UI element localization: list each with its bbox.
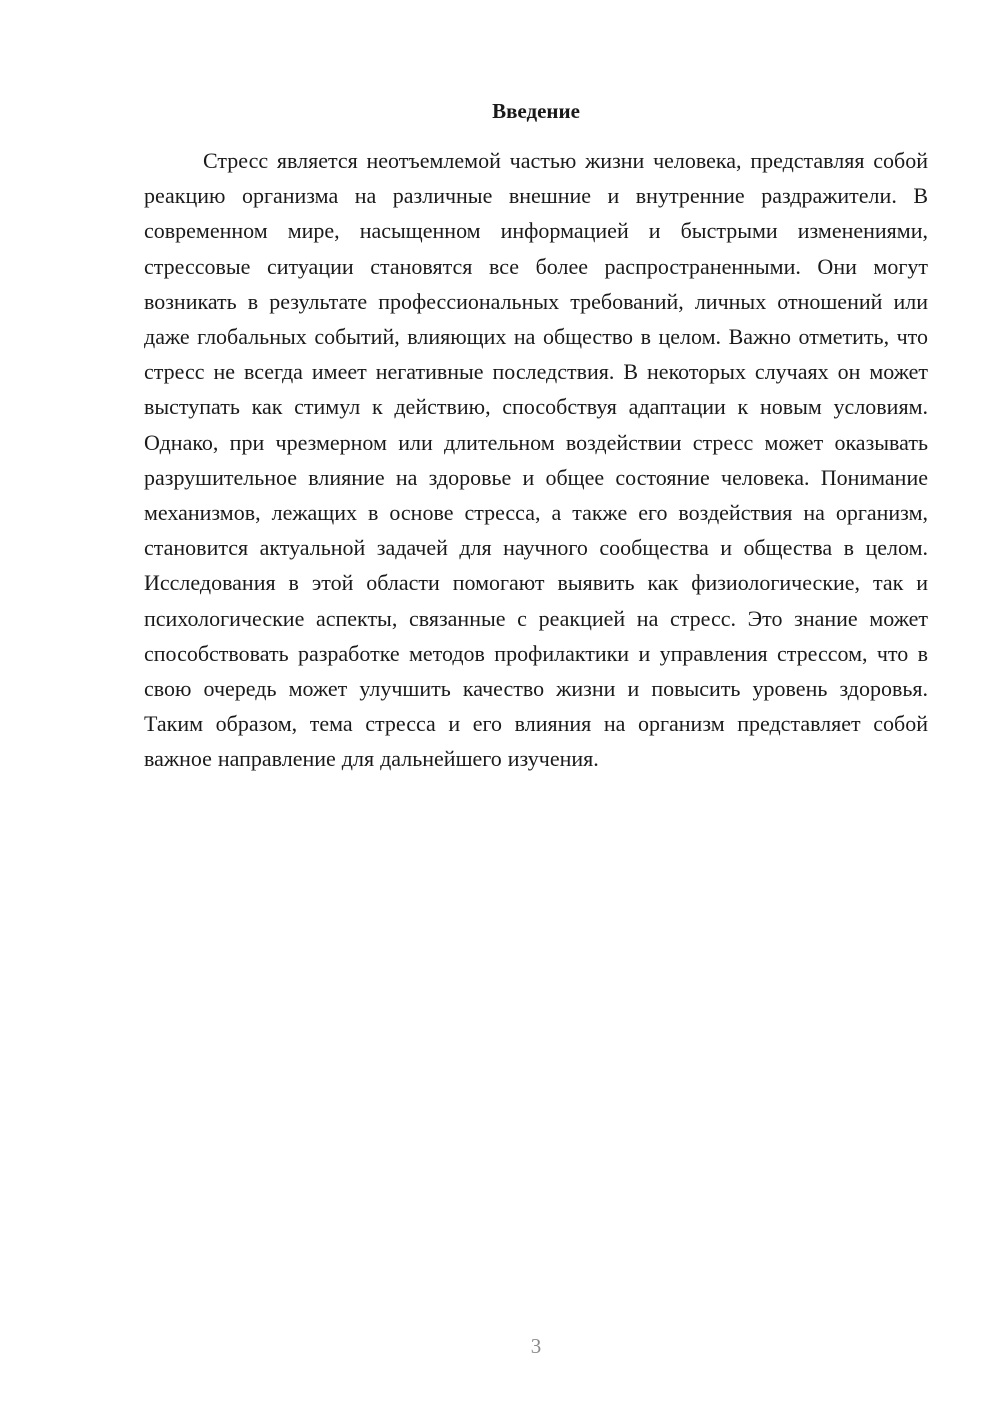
section-heading: Введение <box>492 99 580 123</box>
body-paragraph: Стресс является неотъемлемой частью жизни человека, представляя собой реакцию организма на различные внешние и внутренние раздражители. В современном мире, насыщенном информацией и быстрыми изменениями, стрессовые ситуации становятся все более распространенными. Они могут возникать в результате профессиональных требований, личных отношений или даже глобальных событий, влияющих на общество в целом. Важно отметить, что стресс не всегда имеет негативные последствия. В некоторых случаях он может выступать как стимул к действию, способствуя адаптации к новым условиям. Однако, при чрезмерном или длительном воздействии стресс может оказывать разрушительное влияние на здоровье и общее состояние человека. Понимание механизмов, лежащих в основе стресса, а также его воздействия на организм, становится актуальной задачей для научного сообщества и общества в целом. Исследования в этой области помогают выявить как физиологические, так и психологические аспекты, связанные с реакцией на стресс. Это знание может способствовать разработке методов профилактики и управления стрессом, что в свою очередь может улучшить качество жизни и повысить уровень здоровья. Таким образом, тема стресса и его влияния на организм представляет собой важное направление для дальнейшего изучения. <box>144 148 928 772</box>
page-number: 3 <box>530 1334 542 1358</box>
